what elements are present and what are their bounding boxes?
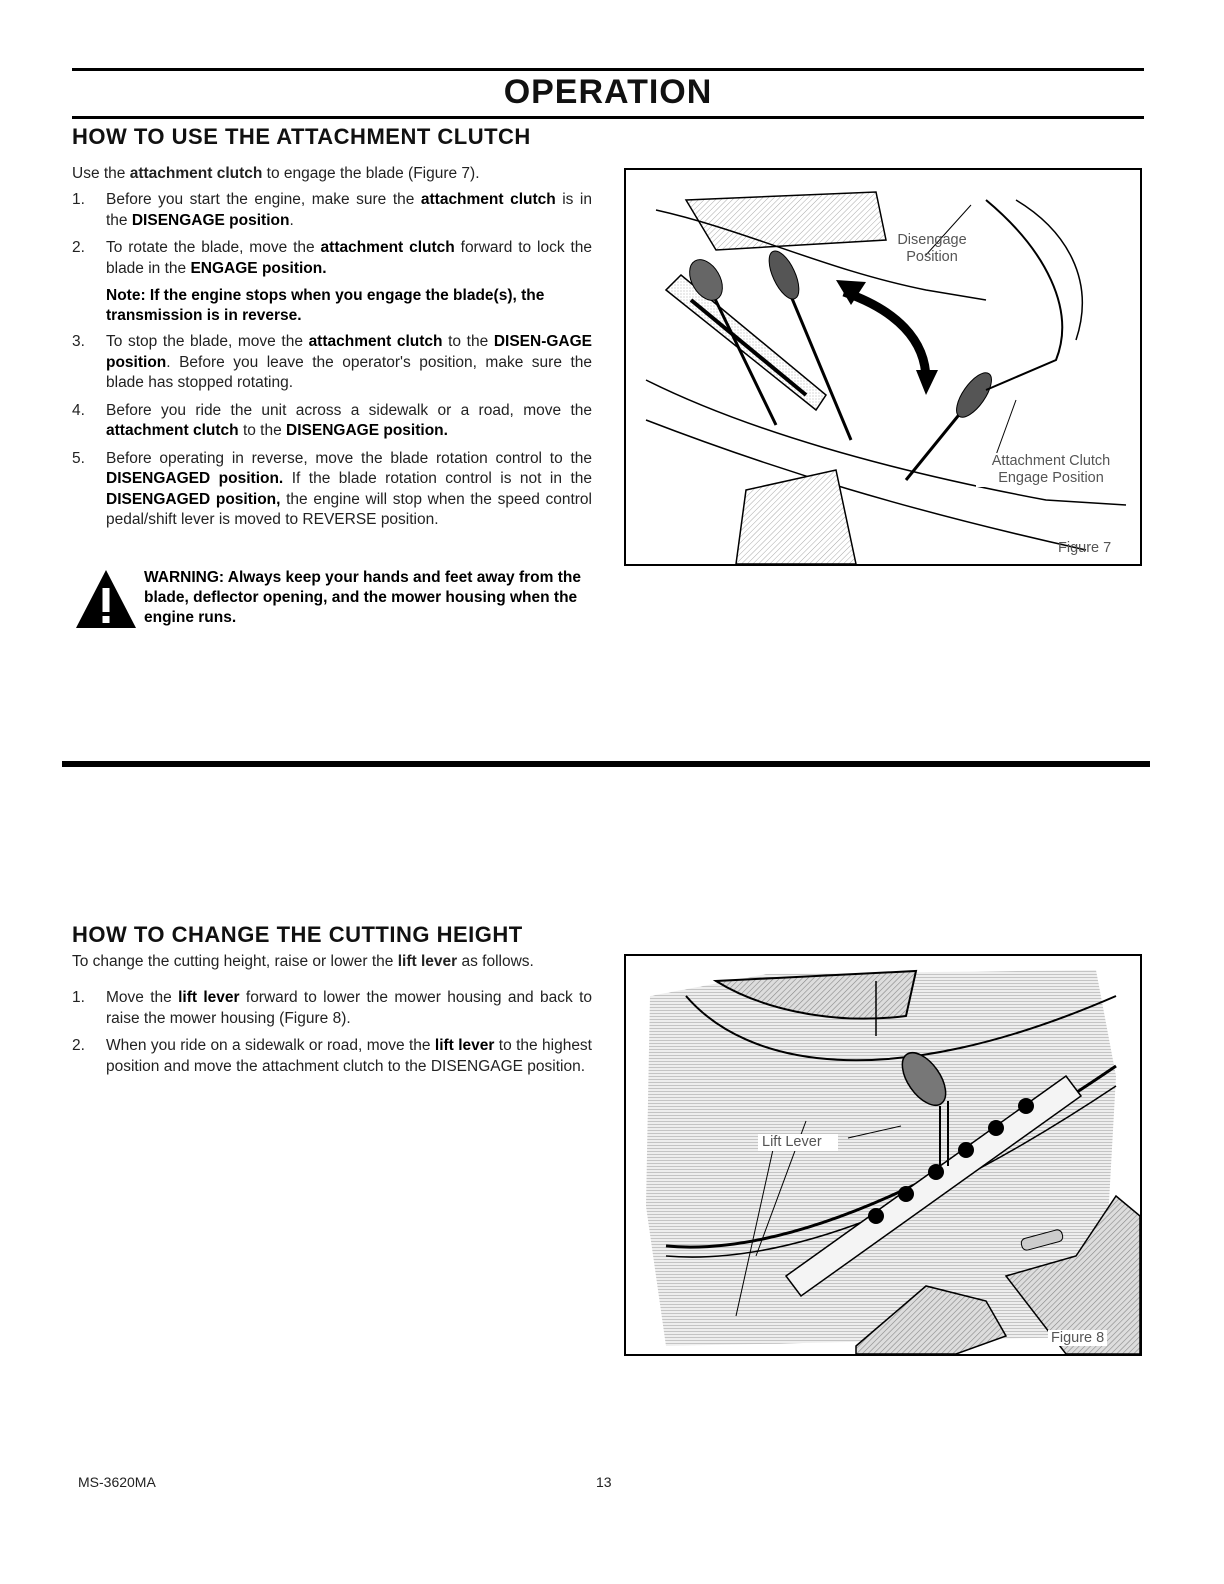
lift-lever-illustration [626,956,1140,1354]
footer-doc-code: MS-3620MA [78,1474,156,1490]
step-bold: ENGAGE position. [190,259,327,277]
intro-text: Use the [72,165,130,182]
step-text: . Before you leave the operator's position, make sure the blade has stopped rotating. [106,353,592,391]
step-bold: lift lever [178,989,240,1006]
list-item [72,988,592,1029]
step-number: 2. [72,1037,85,1054]
step-text: forward to lower the mower housing and back to raise the mower housing (Figure 8). [106,989,592,1027]
label-line: Attachment Clutch [991,453,1111,469]
step-text: Before you start the engine, make sure the [106,191,421,208]
step-text: To rotate the blade, move the [106,239,321,256]
step-number: 5. [72,449,85,467]
warning-block [72,568,592,628]
page-title: OPERATION [503,73,713,111]
list-item [72,449,592,531]
step-number: 1. [72,191,85,208]
list-item [72,190,592,231]
step-text: . [289,211,294,229]
step-text: To stop the blade, move the [106,333,309,350]
figure-7 [624,168,1142,566]
step-bold: lift lever [434,1037,495,1054]
list-item [72,332,592,394]
step-text: is in the [106,191,592,229]
intro-text: as follows. [457,953,534,970]
step-number: 2. [72,239,85,256]
note-reverse: Note: If the engine stops when you engage the blade(s), the transmission is in reverse. [106,287,545,324]
section2-steps [72,988,592,1084]
footer-page-number: 13 [596,1474,612,1490]
label-lift-lever: Lift Lever [758,1134,838,1151]
step-number: 4. [72,401,85,419]
label-engage-position [976,453,1126,487]
intro-bold: attachment clutch [129,165,263,182]
list-item [72,401,592,442]
step-text: Before you ride the unit across a sidewalk or a road, move the [106,401,592,419]
warning-triangle-icon [74,568,138,630]
intro-bold: lift lever [397,953,458,970]
step-text: Move the [106,989,179,1006]
label-line: Engage Position [998,470,1104,486]
step-bold: DISENGAGE position. [286,422,448,439]
step-bold: DISENGAGED position, [106,490,281,508]
step-bold: attachment clutch [308,333,443,350]
step-bold: attachment clutch [106,422,239,439]
label-line: Position [906,249,958,265]
attachment-clutch-illustration [626,170,1140,564]
intro-text: to engage the blade (Figure 7). [262,165,480,182]
section1-steps [72,190,592,538]
section1-intro [72,164,592,184]
label-line: Disengage [897,232,967,248]
figure-7-caption: Figure 7 [1058,540,1112,556]
list-item [72,1036,592,1077]
step-bold: attachment clutch [420,191,556,208]
top-rule [72,68,1144,71]
section-heading-attachment-clutch: HOW TO USE THE ATTACHMENT CLUTCH [72,124,531,149]
label-disengage-position [884,232,980,266]
step-text: to the highest position and move the attachment clutch to the DISENGAGE position. [106,1037,592,1075]
figure-8 [624,954,1142,1356]
step-bold: DISENGAGED position. [106,470,284,487]
step-text: Before operating in reverse, move the blade rotation control to the [106,449,592,467]
section2-intro [72,952,592,972]
warning-text: WARNING: Always keep your hands and feet away from the blade, deflector opening, and the mower housing when the engine runs. [144,569,581,626]
step-bold: attachment clutch [320,239,455,256]
step-bold: DISENGAGE position [131,211,290,229]
step-text: to the [442,333,494,350]
list-item [72,238,592,279]
step-text: If the blade rotation control is not in the [283,470,593,487]
section-heading-cutting-height: HOW TO CHANGE THE CUTTING HEIGHT [72,922,523,947]
step-text: When you ride on a sidewalk or road, move the [106,1037,435,1054]
step-text: forward to lock the blade in the [106,239,592,277]
step-text: the engine will stop when the speed control pedal/shift lever is moved to REVERSE position. [106,490,592,528]
step-bold: DISEN-GAGE position [106,333,593,371]
figure-8-caption: Figure 8 [1048,1330,1107,1346]
step-number: 1. [72,989,85,1006]
section-divider [62,761,1150,767]
step-text: to the [238,422,287,439]
intro-text: To change the cutting height, raise or lower the [72,953,398,970]
title-underline [72,116,1144,119]
step-number: 3. [72,333,85,350]
